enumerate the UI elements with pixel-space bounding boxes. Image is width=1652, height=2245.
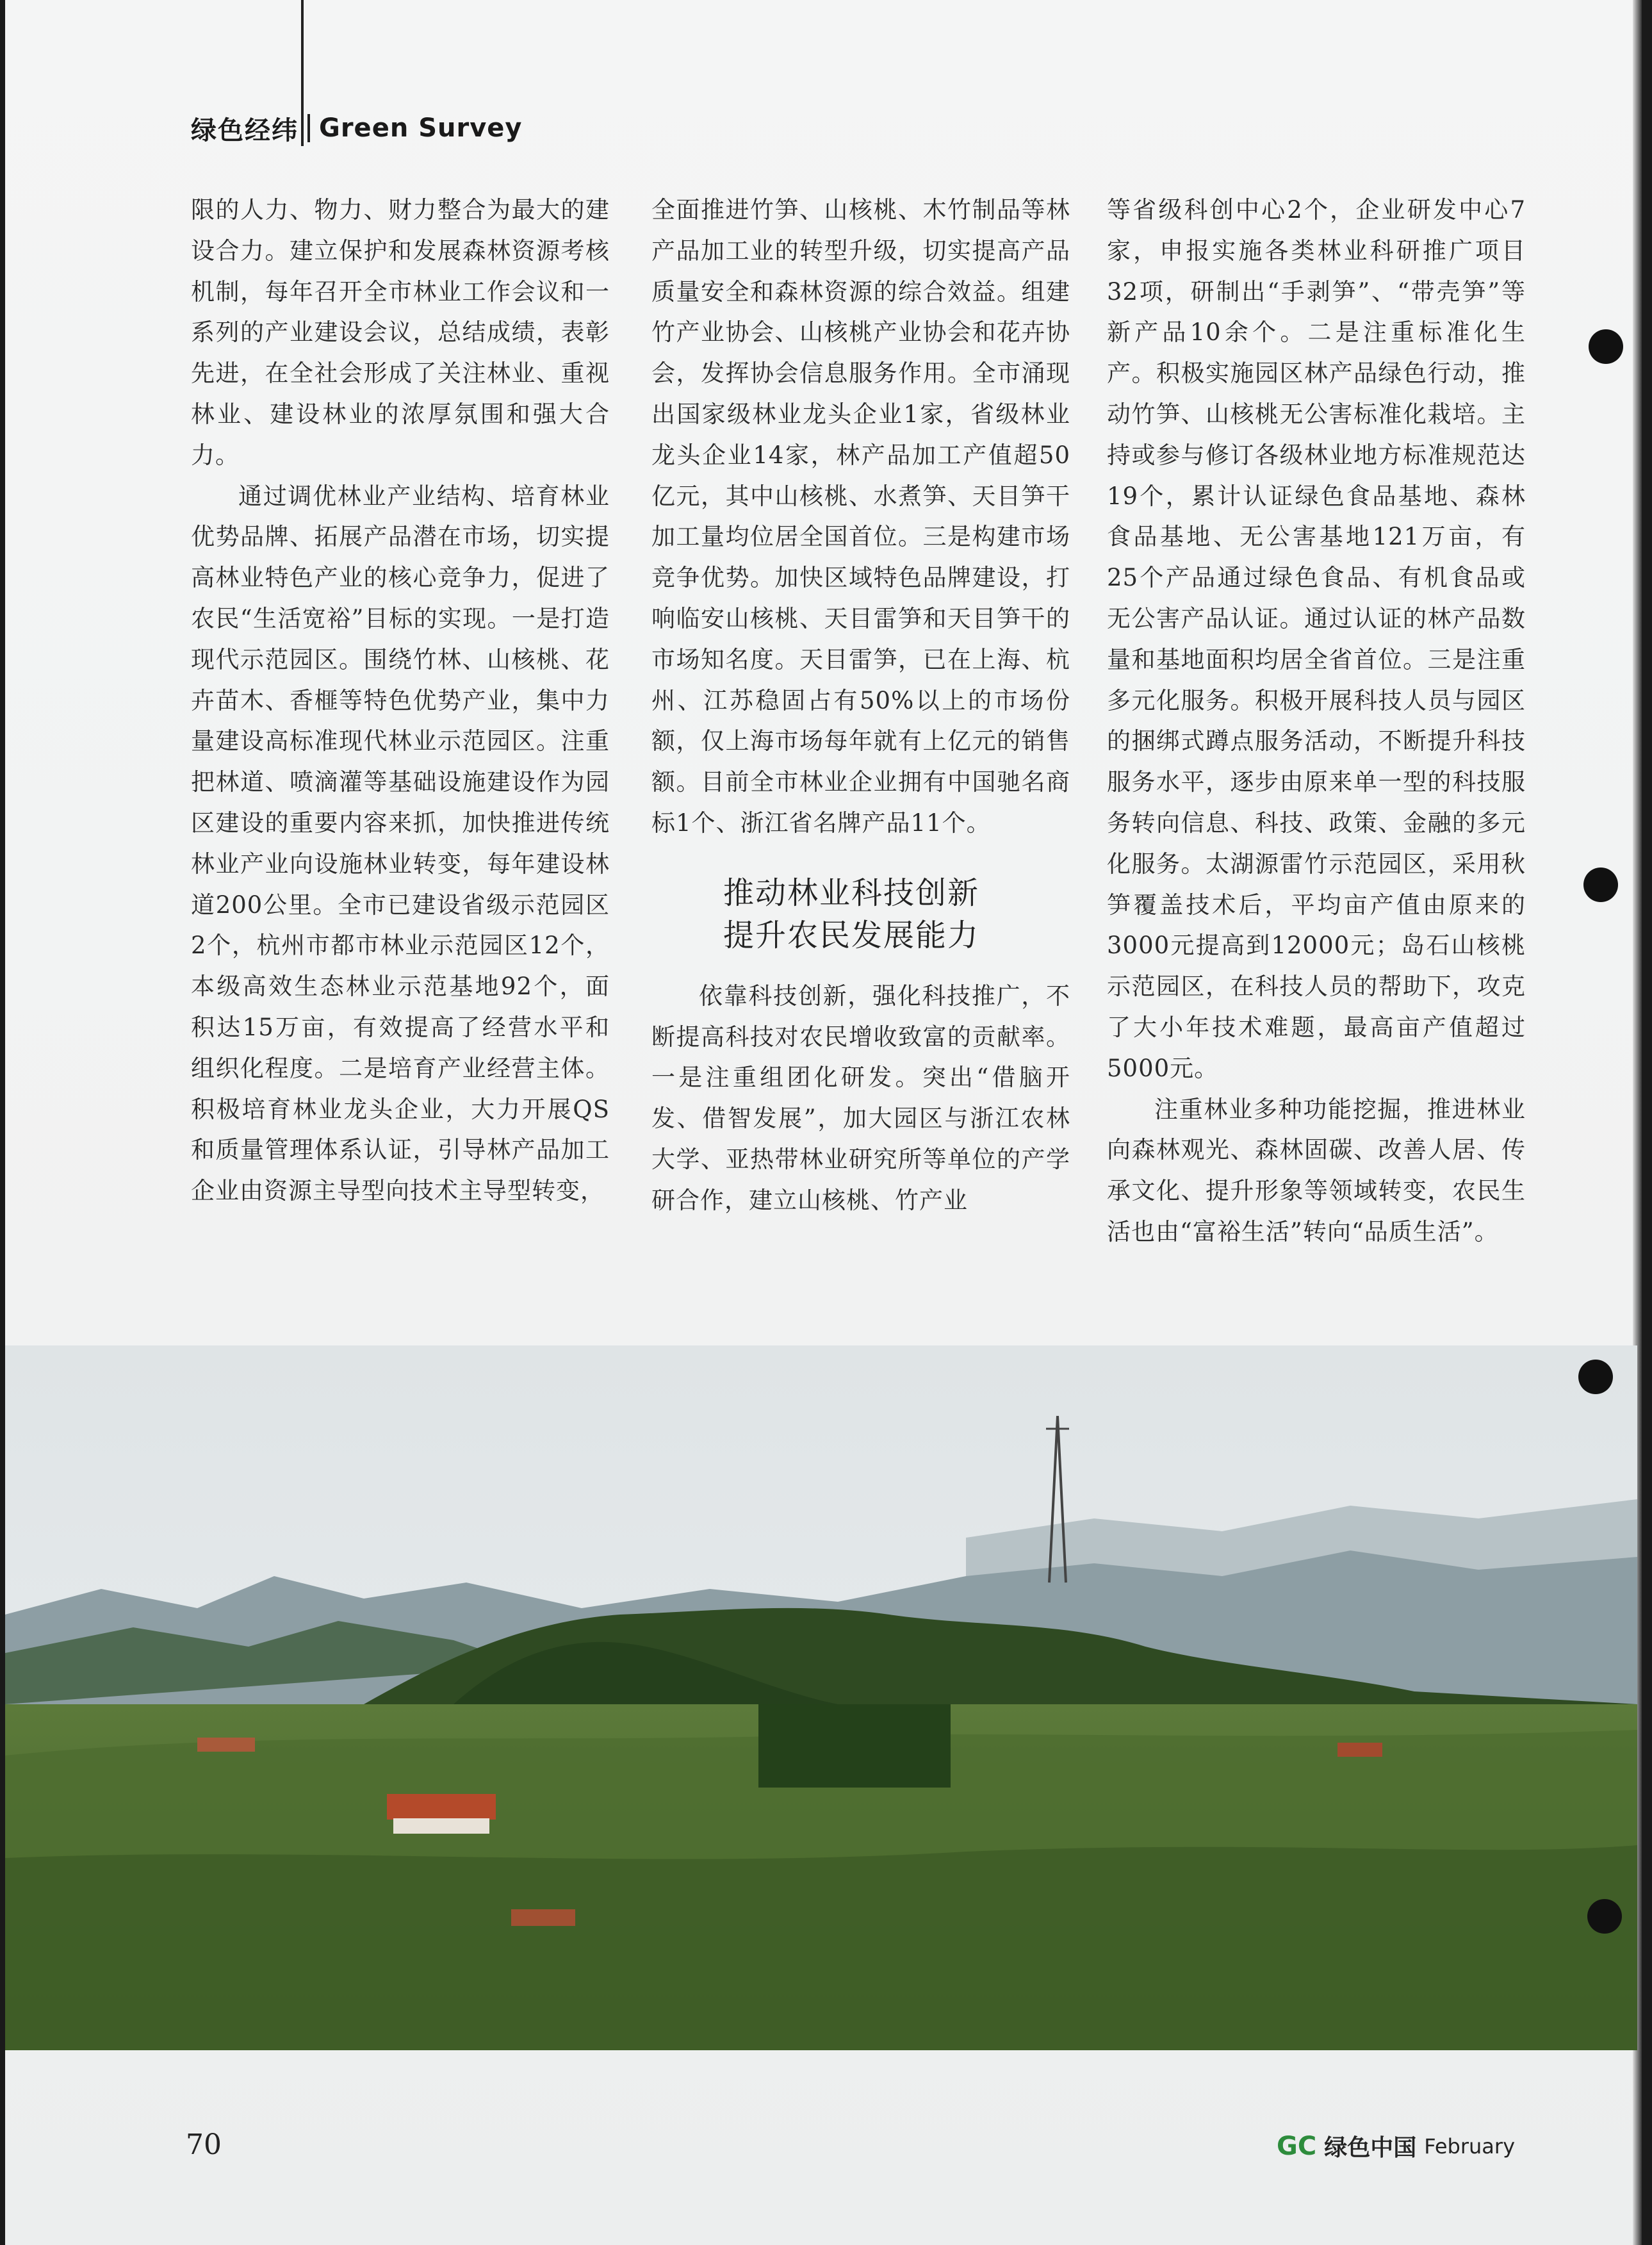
page-number: 70: [186, 2128, 222, 2161]
section-title-en: Green Survey: [319, 113, 523, 143]
binder-hole: [1578, 1360, 1613, 1394]
binder-hole: [1587, 1899, 1622, 1934]
text-column-3: [1107, 190, 1526, 1253]
text-column-1: [191, 190, 610, 1212]
section-title-cn: 绿色经纬: [191, 115, 299, 145]
header-divider: [307, 114, 310, 142]
section-header: [191, 109, 523, 147]
paragraph: 等省级科创中心2个，企业研发中心7家，申报实施各类林业科研推广项目32项，研制出“手剥笋”、“带壳笋”等新产品10余个。二是注重标准化生产。积极实施园区林产品绿色行动，推动竹笋、山核桃无公害标准化栽培。主持或参与修订各级林业地方标准规范达19个，累计认证绿色食品基地、森林食品基地、无公害基地121万亩，有25个产品通过绿色食品、有机食品或无公害产品认证。通过认证的林产品数量和基地面积均居全省首位。三是注重多元化服务。积极开展科技人员与园区的捆绑式蹲点服务活动，不断提升科技服务水平，逐步由原来单一型的科技服务转向信息、科技、政策、金融的多元化服务。太湖源雷竹示范园区，采用秋笋覆盖技术后，平均亩产值由原来的3000元提高到12000元；岛石山核桃示范园区，在科技人员的帮助下，攻克了大小年技术难题，最高亩产值超过5000元。: [1107, 196, 1526, 1082]
paragraph: 依靠科技创新，强化科技推广，不断提高科技对农民增收致富的贡献率。一是注重组团化研发。突出“借脑开发、借智发展”，加大园区与浙江农林大学、亚热带林业研究所等单位的产学研合作，建立山核桃、竹产业: [651, 982, 1070, 1214]
binder-hole: [1589, 329, 1623, 364]
gc-logo-icon: GC: [1277, 2131, 1317, 2161]
subheading-line-1: 推动林业科技创新: [723, 875, 980, 911]
paragraph: 通过调优林业产业结构、培育林业优势品牌、拓展产品潜在市场，切实提高林业特色产业的核心竞争力，促进了农民“生活宽裕”目标的实现。一是打造现代示范园区。围绕竹林、山核桃、花卉苗木、香榧等特色优势产业，集中力量建设高标准现代林业示范园区。注重把林道、喷滴灌等基础设施建设作为园区建设的重要内容来抓，加快推进传统林业产业向设施林业转变，每年建设林道200公里。全市已建设省级示范园区2个，杭州市都市林业示范园区12个，本级高效生态林业示范基地92个，面积达15万亩，有效提高了经营水平和组织化程度。二是培育产业经营主体。积极培育林业龙头企业，大力开展QS和质量管理体系认证，引导林产品加工企业由资源主导型向技术主导型转变，: [191, 482, 610, 1205]
brand-name: 绿色中国: [1324, 2135, 1417, 2161]
subheading: [723, 872, 1070, 957]
magazine-brand: [1277, 2130, 1515, 2162]
paragraph: 限的人力、物力、财力整合为最大的建设合力。建立保护和发展森林资源考核机制，每年召开全市林业工作会议和一系列的产业建设会议，总结成绩，表彰先进，在全社会形成了关注林业、重视林业、建设林业的浓厚氛围和强大合力。: [191, 196, 610, 469]
binder-hole: [1583, 868, 1618, 902]
text-column-2: [651, 190, 1070, 1221]
paragraph: 全面推进竹笋、山核桃、木竹制品等林产品加工业的转型升级，切实提高产品质量安全和森林资源的综合效益。组建竹产业协会、山核桃产业协会和花卉协会，发挥协会信息服务作用。全市涌现出国家级林业龙头企业1家，省级林业龙头企业14家，林产品加工产值超50亿元，其中山核桃、水煮笋、天目笋干加工量均位居全国首位。三是构建市场竞争优势。加快区域特色品牌建设，打响临安山核桃、天目雷笋和天目笋干的市场知名度。天目雷笋，已在上海、杭州、江苏稳固占有50%以上的市场份额，仅上海市场每年就有上亿元的销售额。目前全市林业企业拥有中国驰名商标1个、浙江省名牌产品11个。: [651, 196, 1070, 837]
landscape-photo: [5, 1345, 1637, 2050]
issue-month: February: [1424, 2134, 1515, 2159]
subheading-line-2: 提升农民发展能力: [723, 917, 980, 953]
paragraph: 注重林业多种功能挖掘，推进林业向森林观光、森林固碳、改善人居、传承文化、提升形象等领域转变，农民生活也由“富裕生活”转向“品质生活”。: [1107, 1095, 1526, 1246]
